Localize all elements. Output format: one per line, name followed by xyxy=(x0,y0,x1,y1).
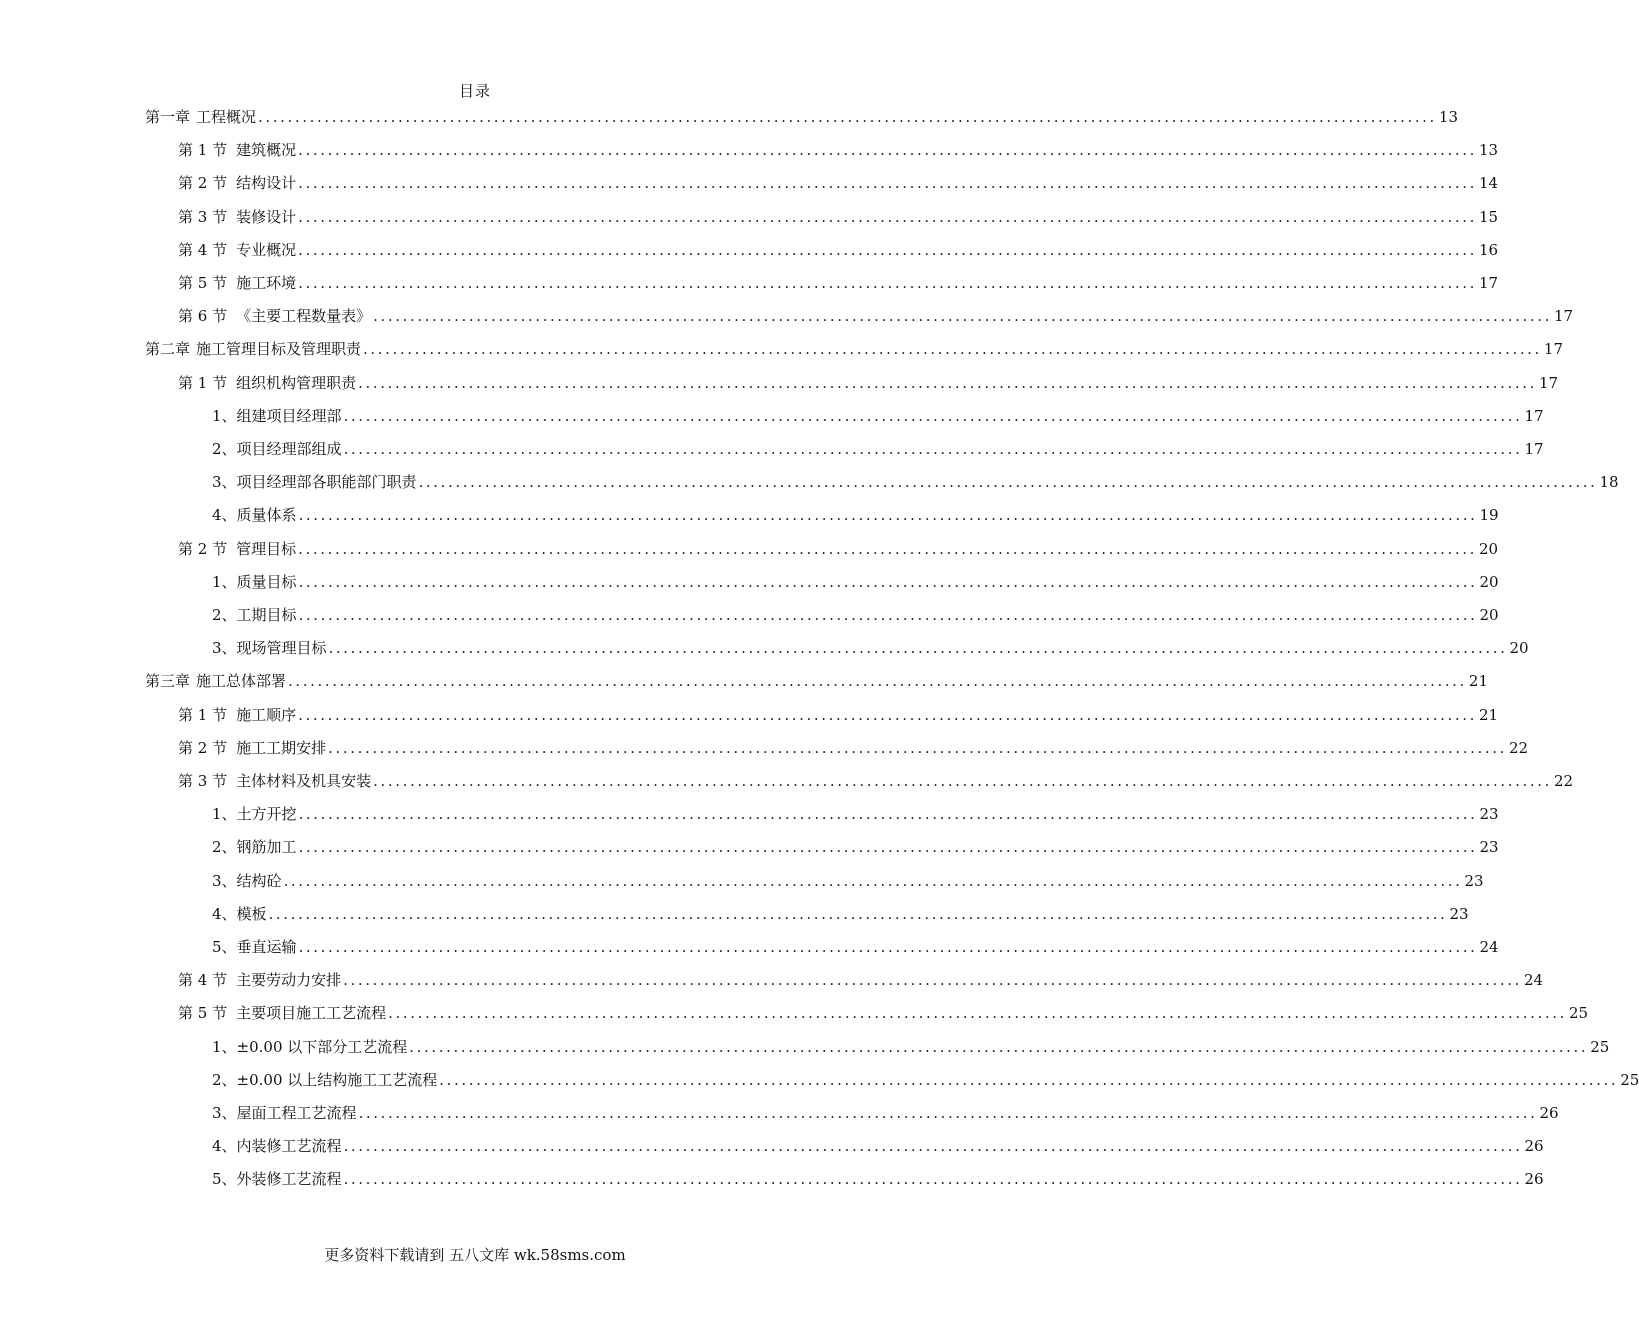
toc-entry[interactable] xyxy=(178,267,1499,300)
toc-entry-title: 主体材料及机具安装 xyxy=(236,772,372,790)
toc-entry-title: 建筑概况 xyxy=(236,141,297,160)
toc-dot-leader: ................................................................................................................................................................ xyxy=(328,639,1508,658)
toc-entry-number: 第 3 节 xyxy=(178,772,228,790)
toc-entry-number: 第 2 节 xyxy=(178,174,228,193)
toc-entry[interactable] xyxy=(212,632,1529,665)
toc-entry[interactable] xyxy=(145,101,1459,134)
toc-dot-leader: ................................................................................................................................................................ xyxy=(298,539,1477,558)
toc-dot-leader: ................................................................................................................................................................ xyxy=(343,1170,1523,1189)
toc-entry-title: 模板 xyxy=(236,904,267,923)
toc-dot-leader: ................................................................................................................................................................ xyxy=(298,274,1477,292)
toc-entry[interactable] xyxy=(212,466,1619,499)
toc-entry-title: 现场管理目标 xyxy=(236,639,327,658)
toc-entry-number: 5、 xyxy=(212,1170,237,1189)
toc-dot-leader: ................................................................................................................................................................ xyxy=(343,406,1523,425)
toc-entry-title: 工期目标 xyxy=(236,606,297,624)
toc-entry-number: 2、 xyxy=(212,1070,237,1089)
toc-entry[interactable] xyxy=(178,167,1499,200)
toc-entry-page: 24 xyxy=(1524,971,1544,990)
toc-entry-number: 3、 xyxy=(212,1104,237,1122)
toc-entry[interactable] xyxy=(212,798,1499,831)
toc-entry[interactable] xyxy=(178,201,1499,234)
toc-entry-number: 4、 xyxy=(212,1137,237,1156)
toc-dot-leader: ................................................................................................................................................................ xyxy=(373,772,1552,790)
toc-entry-number: 第 2 节 xyxy=(178,539,228,558)
toc-entry[interactable] xyxy=(178,300,1574,333)
toc-dot-leader: ................................................................................................................................................................ xyxy=(358,1104,1538,1122)
toc-entry-number: 3、 xyxy=(212,639,237,658)
toc-dot-leader: ................................................................................................................................................................ xyxy=(298,141,1477,160)
toc-entry-title: 质量目标 xyxy=(236,572,297,591)
toc-dot-leader: ................................................................................................................................................................ xyxy=(343,1137,1523,1156)
toc-entry-title: 组建项目经理部 xyxy=(236,406,342,425)
toc-entry[interactable] xyxy=(212,1163,1544,1196)
toc-dot-leader: ................................................................................................................................................................ xyxy=(328,738,1507,757)
toc-entry-title: ±0.00 以上结构施工工艺流程 xyxy=(236,1070,438,1089)
toc-entry[interactable] xyxy=(178,997,1589,1030)
toc-entry-page: 13 xyxy=(1479,141,1499,160)
toc-entry[interactable] xyxy=(212,599,1499,632)
toc-entry-page: 17 xyxy=(1543,340,1564,359)
toc-entry-title: 质量体系 xyxy=(236,506,297,525)
toc-entry-number: 4、 xyxy=(212,904,237,923)
toc-entry-number: 3、 xyxy=(212,871,237,890)
toc-title: 目录 xyxy=(458,82,491,100)
toc-entry-title: 结构砼 xyxy=(236,871,282,890)
toc-entry-number: 1、 xyxy=(212,572,237,591)
toc-entry-page: 20 xyxy=(1509,639,1529,658)
toc-entry[interactable] xyxy=(212,1097,1559,1130)
toc-entry-title: 主要劳动力安排 xyxy=(236,971,342,990)
toc-entry-title: 《主要工程数量表》 xyxy=(236,307,372,326)
toc-entry-page: 16 xyxy=(1479,240,1499,259)
toc-entry-title: ±0.00 以下部分工艺流程 xyxy=(236,1037,408,1056)
toc-entry-title: 施工管理目标及管理职责 xyxy=(196,340,362,359)
toc-entry-number: 2、 xyxy=(212,606,237,624)
toc-entry[interactable] xyxy=(212,1064,1639,1097)
toc-entry-title: 施工总体部署 xyxy=(196,672,287,691)
toc-entry[interactable] xyxy=(178,732,1529,765)
toc-dot-leader: ................................................................................................................................................................ xyxy=(358,373,1537,392)
toc-entry-title: 结构设计 xyxy=(236,174,297,193)
toc-entry[interactable] xyxy=(145,333,1564,366)
toc-dot-leader: ................................................................................................................................................................ xyxy=(298,606,1478,624)
toc-entry-number: 第 2 节 xyxy=(178,738,228,757)
toc-dot-leader: ................................................................................................................................................................ xyxy=(418,473,1598,492)
toc-dot-leader: ................................................................................................................................................................ xyxy=(343,971,1522,990)
footer-text: 更多资料下载请到 五八文库 wk.58sms.com xyxy=(324,1246,626,1264)
toc-entry[interactable] xyxy=(212,400,1544,433)
toc-entry-number: 第 1 节 xyxy=(178,373,228,392)
toc-entry-page: 26 xyxy=(1524,1137,1544,1156)
toc-entry-number: 2、 xyxy=(212,838,237,857)
toc-entry[interactable] xyxy=(212,865,1484,898)
toc-entry[interactable] xyxy=(212,1130,1544,1163)
toc-entry-page: 23 xyxy=(1479,805,1499,824)
toc-entry-title: 土方开挖 xyxy=(236,805,297,824)
toc-entry-title: 专业概况 xyxy=(236,240,297,259)
toc-entry-page: 23 xyxy=(1464,871,1484,890)
toc-dot-leader: ................................................................................................................................................................ xyxy=(298,705,1477,724)
toc-entry-title: 主要项目施工工艺流程 xyxy=(236,1004,387,1023)
toc-entry-page: 23 xyxy=(1479,838,1499,857)
toc-entry-number: 3、 xyxy=(212,473,237,492)
toc-entry-number: 第 6 节 xyxy=(178,307,228,326)
toc-entry-page: 25 xyxy=(1569,1004,1589,1023)
toc-entry-number: 4、 xyxy=(212,506,237,525)
toc-entry-title: 施工工期安排 xyxy=(236,738,327,757)
toc-entry[interactable] xyxy=(212,831,1499,864)
toc-entry[interactable] xyxy=(212,499,1499,532)
toc-entry-number: 2、 xyxy=(212,440,237,458)
toc-entry-title: 屋面工程工艺流程 xyxy=(236,1104,357,1122)
toc-entry-page: 20 xyxy=(1479,606,1499,624)
toc-entry-page: 20 xyxy=(1479,539,1499,558)
toc-entry-page: 13 xyxy=(1438,108,1459,126)
toc-dot-leader: ................................................................................................................................................................ xyxy=(283,871,1463,890)
toc-entry[interactable] xyxy=(178,964,1544,997)
toc-entry-page: 22 xyxy=(1554,772,1574,790)
toc-dot-leader: ................................................................................................................................................................ xyxy=(409,1037,1589,1056)
toc-entry-title: 钢筋加工 xyxy=(236,838,297,857)
toc-entry-page: 24 xyxy=(1479,938,1499,956)
toc-entry-page: 25 xyxy=(1620,1070,1639,1089)
toc-entry-title: 内装修工艺流程 xyxy=(236,1137,342,1156)
toc-entry[interactable] xyxy=(178,533,1499,566)
toc-entry-page: 21 xyxy=(1468,672,1489,691)
toc-dot-leader: ................................................................................................................................................................ xyxy=(388,1004,1567,1023)
toc-entry-title: 项目经理部各职能部门职责 xyxy=(236,473,417,492)
toc-entry-number: 1、 xyxy=(212,1037,237,1056)
toc-entry-page: 23 xyxy=(1449,904,1469,923)
toc-entry-page: 17 xyxy=(1524,440,1544,458)
toc-entry[interactable] xyxy=(212,433,1544,466)
toc-entry-title: 工程概况 xyxy=(196,108,257,126)
toc-dot-leader: ................................................................................................................................................................ xyxy=(298,240,1477,259)
toc-dot-leader: ................................................................................................................................................................ xyxy=(268,904,1448,923)
toc-entry-title: 施工环境 xyxy=(236,274,297,292)
toc-entry[interactable] xyxy=(178,367,1559,400)
toc-entry[interactable] xyxy=(178,134,1499,167)
toc-dot-leader: ................................................................................................................................................................ xyxy=(298,207,1477,226)
toc-dot-leader: ................................................................................................................................................................ xyxy=(298,174,1477,193)
toc-entry-title: 组织机构管理职责 xyxy=(236,373,357,392)
toc-entry-number: 1、 xyxy=(212,805,237,824)
toc-entry-page: 17 xyxy=(1554,307,1574,326)
toc-entry-number: 第 5 节 xyxy=(178,1004,228,1023)
toc-entry[interactable] xyxy=(178,234,1499,267)
toc-dot-leader: ................................................................................................................................................................ xyxy=(298,805,1478,824)
toc-entry-title: 装修设计 xyxy=(236,207,297,226)
toc-dot-leader: ................................................................................................................................................................ xyxy=(288,672,1467,691)
toc-entry[interactable] xyxy=(178,765,1574,798)
toc-entry-page: 19 xyxy=(1479,506,1499,525)
toc-entry-number: 第一章 xyxy=(145,108,191,126)
toc-entry-page: 21 xyxy=(1479,705,1499,724)
toc-entry-number: 第 4 节 xyxy=(178,240,228,259)
toc-entry-number: 第 1 节 xyxy=(178,141,228,160)
toc-entry-number: 1、 xyxy=(212,406,237,425)
toc-entry-page: 22 xyxy=(1509,738,1529,757)
toc-entry-number: 第二章 xyxy=(145,340,191,359)
toc-entry-page: 15 xyxy=(1479,207,1499,226)
toc-dot-leader: ................................................................................................................................................................ xyxy=(298,506,1478,525)
toc-entry-page: 17 xyxy=(1539,373,1559,392)
toc-entry[interactable] xyxy=(212,1031,1610,1064)
toc-entry-number: 第 1 节 xyxy=(178,705,228,724)
toc-entry-page: 26 xyxy=(1524,1170,1544,1189)
toc-entry-number: 5、 xyxy=(212,938,237,956)
toc-dot-leader: ................................................................................................................................................................ xyxy=(298,838,1478,857)
toc-entry-number: 第 5 节 xyxy=(178,274,228,292)
toc-entry-page: 14 xyxy=(1479,174,1499,193)
toc-entry-page: 25 xyxy=(1590,1037,1610,1056)
toc-dot-leader: ................................................................................................................................................................ xyxy=(363,340,1542,359)
toc-entry[interactable] xyxy=(212,566,1499,599)
toc-entry[interactable] xyxy=(212,898,1469,931)
toc-entry-page: 18 xyxy=(1599,473,1619,492)
toc-entry-number: 第三章 xyxy=(145,672,191,691)
toc-dot-leader: ................................................................................................................................................................ xyxy=(298,938,1478,956)
toc-entry-title: 施工顺序 xyxy=(236,705,297,724)
toc-entry-page: 17 xyxy=(1524,406,1544,425)
toc-entry[interactable] xyxy=(178,699,1499,732)
toc-entry-page: 17 xyxy=(1479,274,1499,292)
toc-entry-title: 项目经理部组成 xyxy=(236,440,342,458)
toc-entry-page: 20 xyxy=(1479,572,1499,591)
toc-dot-leader: ................................................................................................................................................................ xyxy=(373,307,1552,326)
toc-entry-title: 垂直运输 xyxy=(236,938,297,956)
toc-dot-leader: ................................................................................................................................................................ xyxy=(439,1070,1619,1089)
toc-entry-title: 管理目标 xyxy=(236,539,297,558)
toc-entry-number: 第 3 节 xyxy=(178,207,228,226)
toc-entry-title: 外装修工艺流程 xyxy=(236,1170,342,1189)
toc-dot-leader: ................................................................................................................................................................ xyxy=(298,572,1478,591)
toc-entry[interactable] xyxy=(145,665,1489,698)
toc-entry[interactable] xyxy=(212,931,1499,964)
toc-dot-leader: ................................................................................................................................................................ xyxy=(343,440,1523,458)
toc-dot-leader: ................................................................................................................................................................ xyxy=(258,108,1437,126)
toc-entry-number: 第 4 节 xyxy=(178,971,228,990)
toc-entry-page: 26 xyxy=(1539,1104,1559,1122)
